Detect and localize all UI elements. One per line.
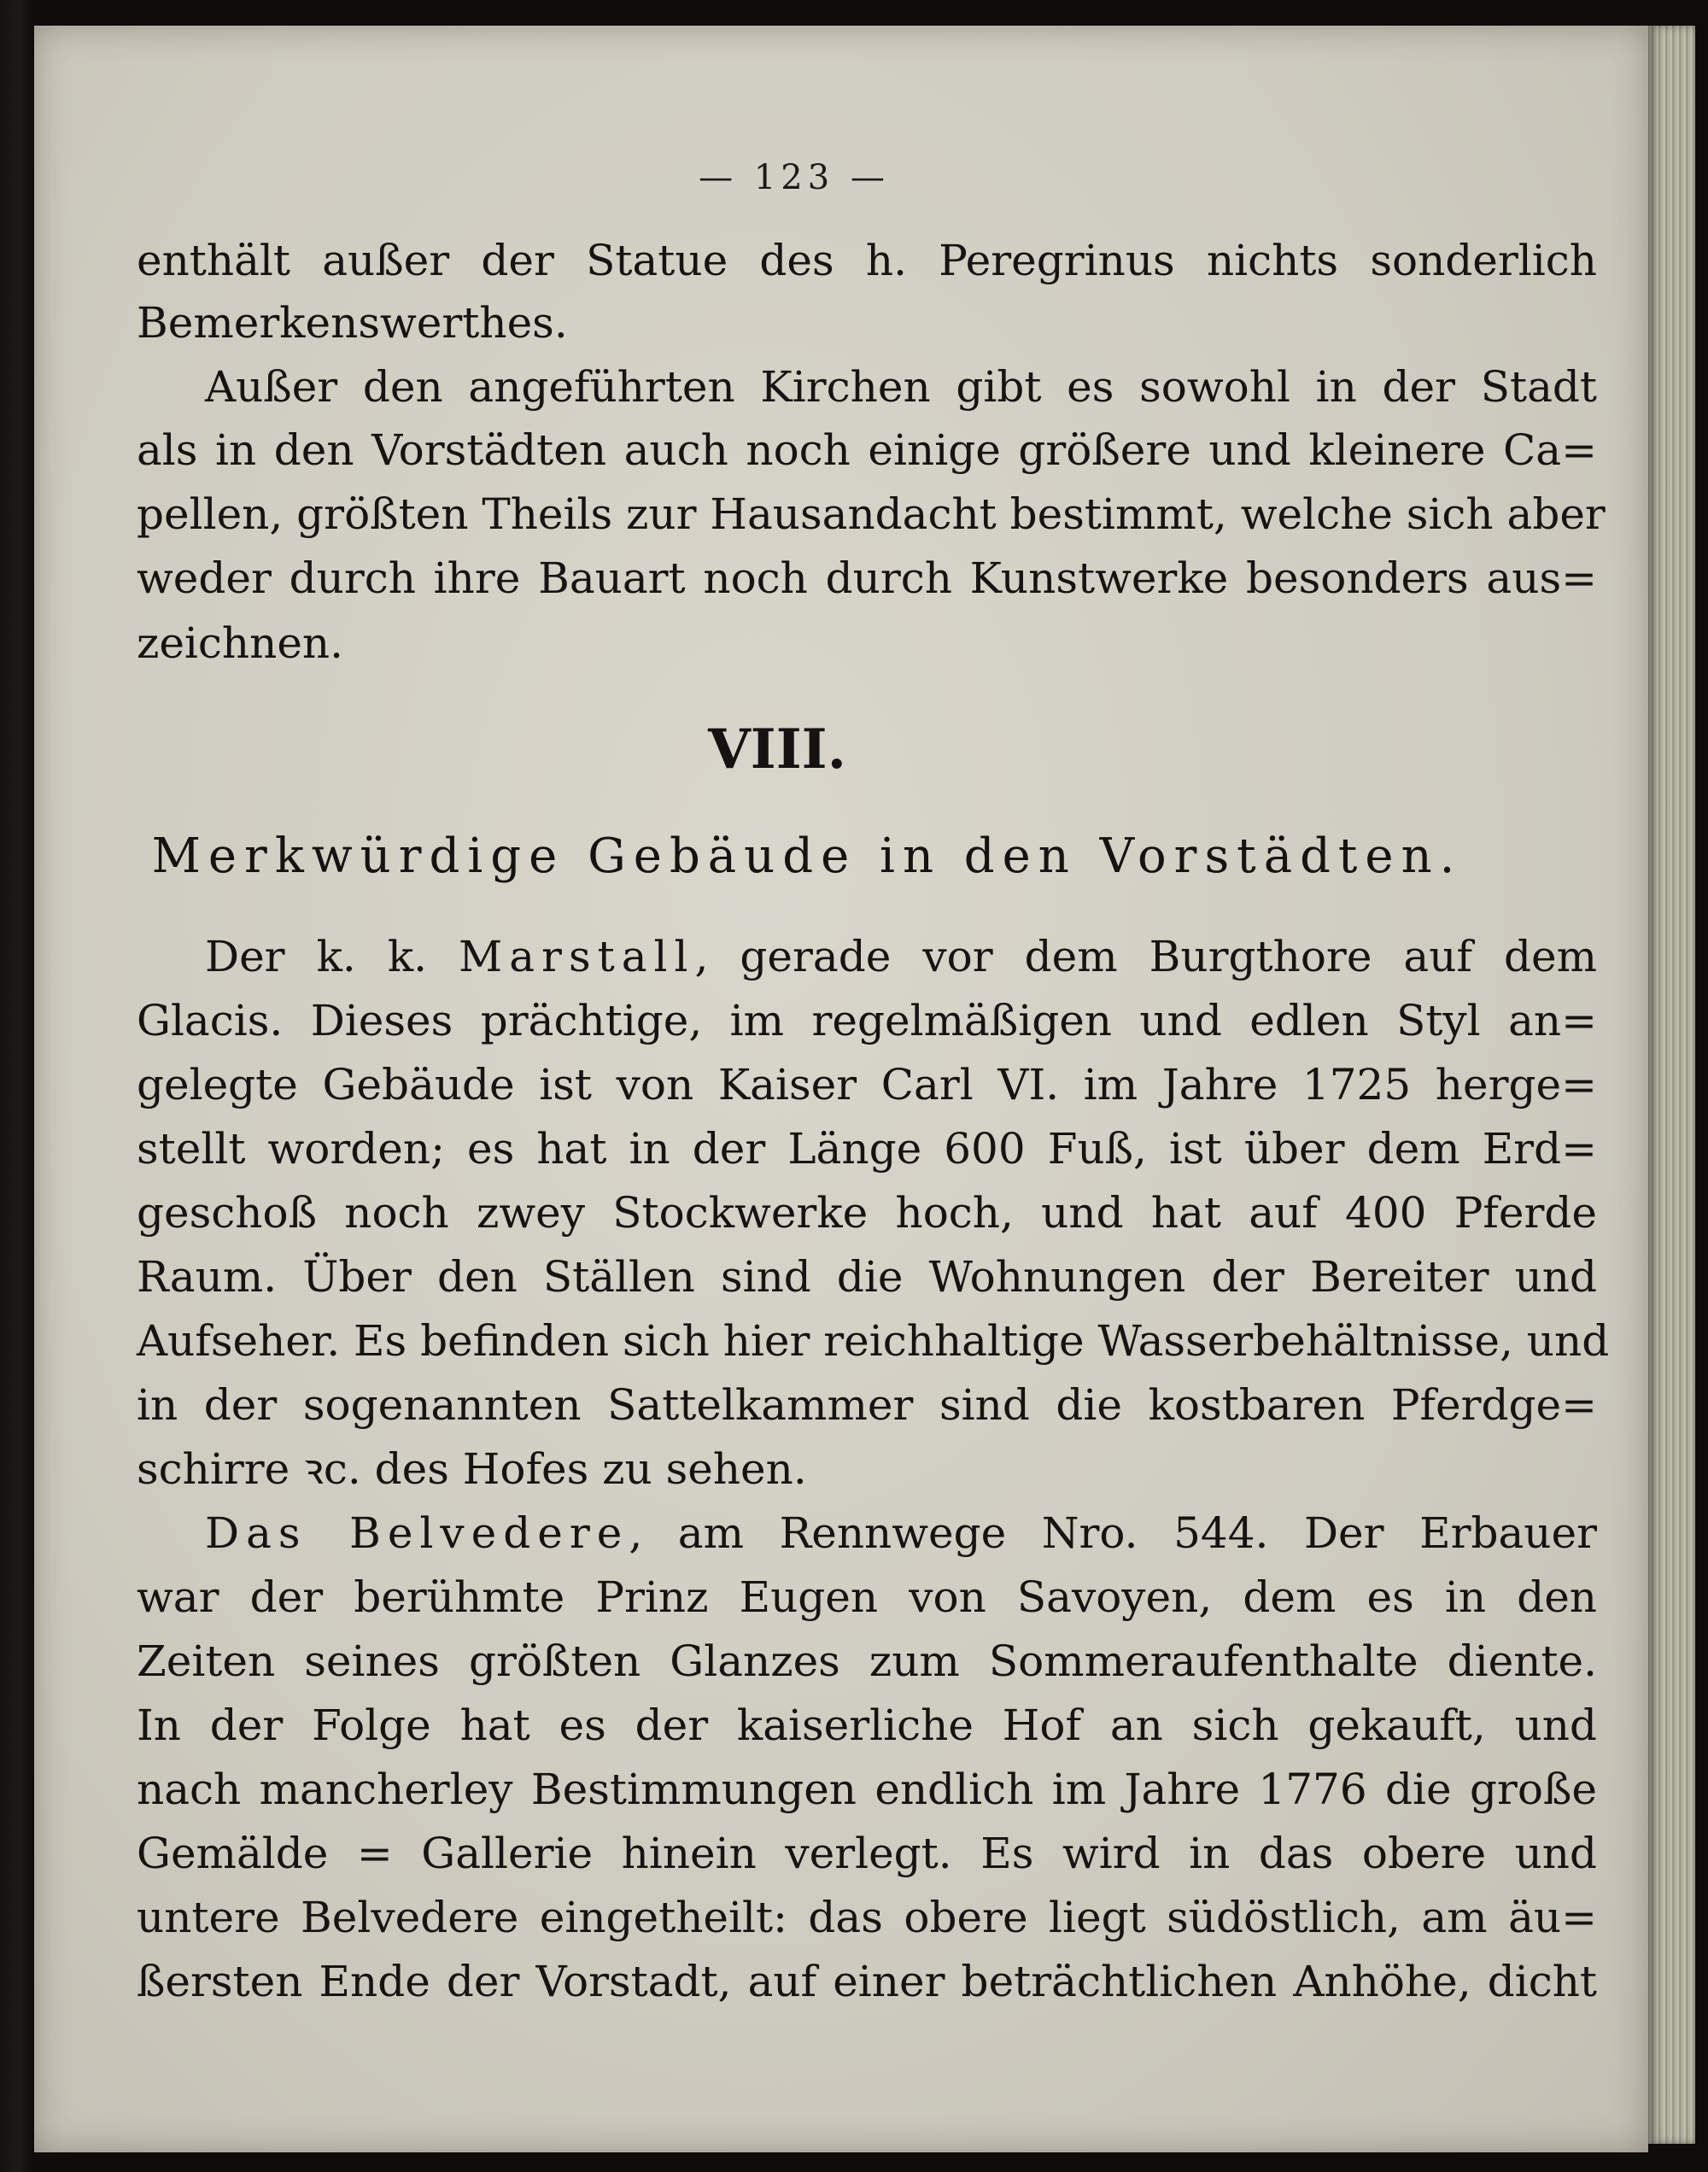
text-rest: , gerade vor dem Burgthore auf dem (694, 932, 1597, 981)
text-line: gelegte Gebäude ist von Kaiser Carl VI. im Jahre 1725 herge= (137, 1060, 1597, 1109)
text-line: zeichnen. (137, 618, 344, 668)
book-page (34, 26, 1648, 2152)
text-line: Glacis. Dieses prächtige, im regelmäßigen und edlen Styl an= (137, 996, 1597, 1045)
text-line: ßersten Ende der Vorstadt, auf einer beträchtlichen Anhöhe, dicht (137, 1957, 1597, 2006)
text-line-first (205, 927, 1597, 986)
page-number: — 123 — (699, 158, 890, 197)
text-line: nach mancherley Bestimmungen endlich im Jahre 1776 die große (137, 1765, 1597, 1814)
text-line: stellt worden; es hat in der Länge 600 Fuß, ist über dem Erd= (137, 1124, 1597, 1174)
text-line: Bemerkenswerthes. (137, 298, 568, 348)
text-line: als in den Vorstädten auch noch einige größere und kleinere Ca= (137, 425, 1597, 475)
text-line: untere Belvedere eingetheilt: das obere liegt südöstlich, am äu= (137, 1893, 1597, 1942)
text-line: Außer den angeführten Kirchen gibt es sowohl in der Stadt (205, 362, 1597, 412)
section-title: Merkwürdige Gebäude in den Vorstädten. (151, 828, 1463, 884)
text-line: geschoß noch zwey Stockwerke hoch, und hat auf 400 Pferde (137, 1188, 1597, 1238)
text-line: Raum. Über den Ställen sind die Wohnungen der Bereiter und (137, 1252, 1597, 1302)
text-line-first (205, 1503, 1597, 1563)
text-spaced-term: Das Belvedere (205, 1508, 629, 1558)
text-line: war der berühmte Prinz Eugen von Savoyen, dem es in den (137, 1572, 1597, 1622)
text-line: Aufseher. Es befinden sich hier reichhaltige Wasserbehältnisse, und (137, 1316, 1610, 1366)
text-line: enthält außer der Statue des h. Peregrinus nichts sonderlich (137, 236, 1597, 285)
text-spaced-term: Marstall (459, 932, 695, 981)
text-line: schirre ꝛc. des Hofes zu sehen. (137, 1444, 807, 1494)
text-rest: , am Rennwege Nro. 544. Der Erbauer (629, 1508, 1597, 1558)
text-line: weder durch ihre Bauart noch durch Kunstwerke besonders aus= (137, 553, 1597, 603)
text-lead: Der k. k. (205, 932, 459, 981)
text-line: pellen, größten Theils zur Hausandacht bestimmt, welche sich aber (137, 489, 1606, 539)
text-line: Gemälde = Gallerie hinein verlegt. Es wird in das obere und (137, 1829, 1597, 1878)
section-number: VIII. (708, 717, 846, 782)
text-line: in der sogenannten Sattelkammer sind die kostbaren Pferdge= (137, 1380, 1597, 1430)
text-line: Zeiten seines größten Glanzes zum Sommeraufenthalte diente. (137, 1636, 1597, 1686)
book-page-edges (1648, 26, 1695, 2144)
text-line: In der Folge hat es der kaiserliche Hof an sich gekauft, und (137, 1701, 1597, 1750)
